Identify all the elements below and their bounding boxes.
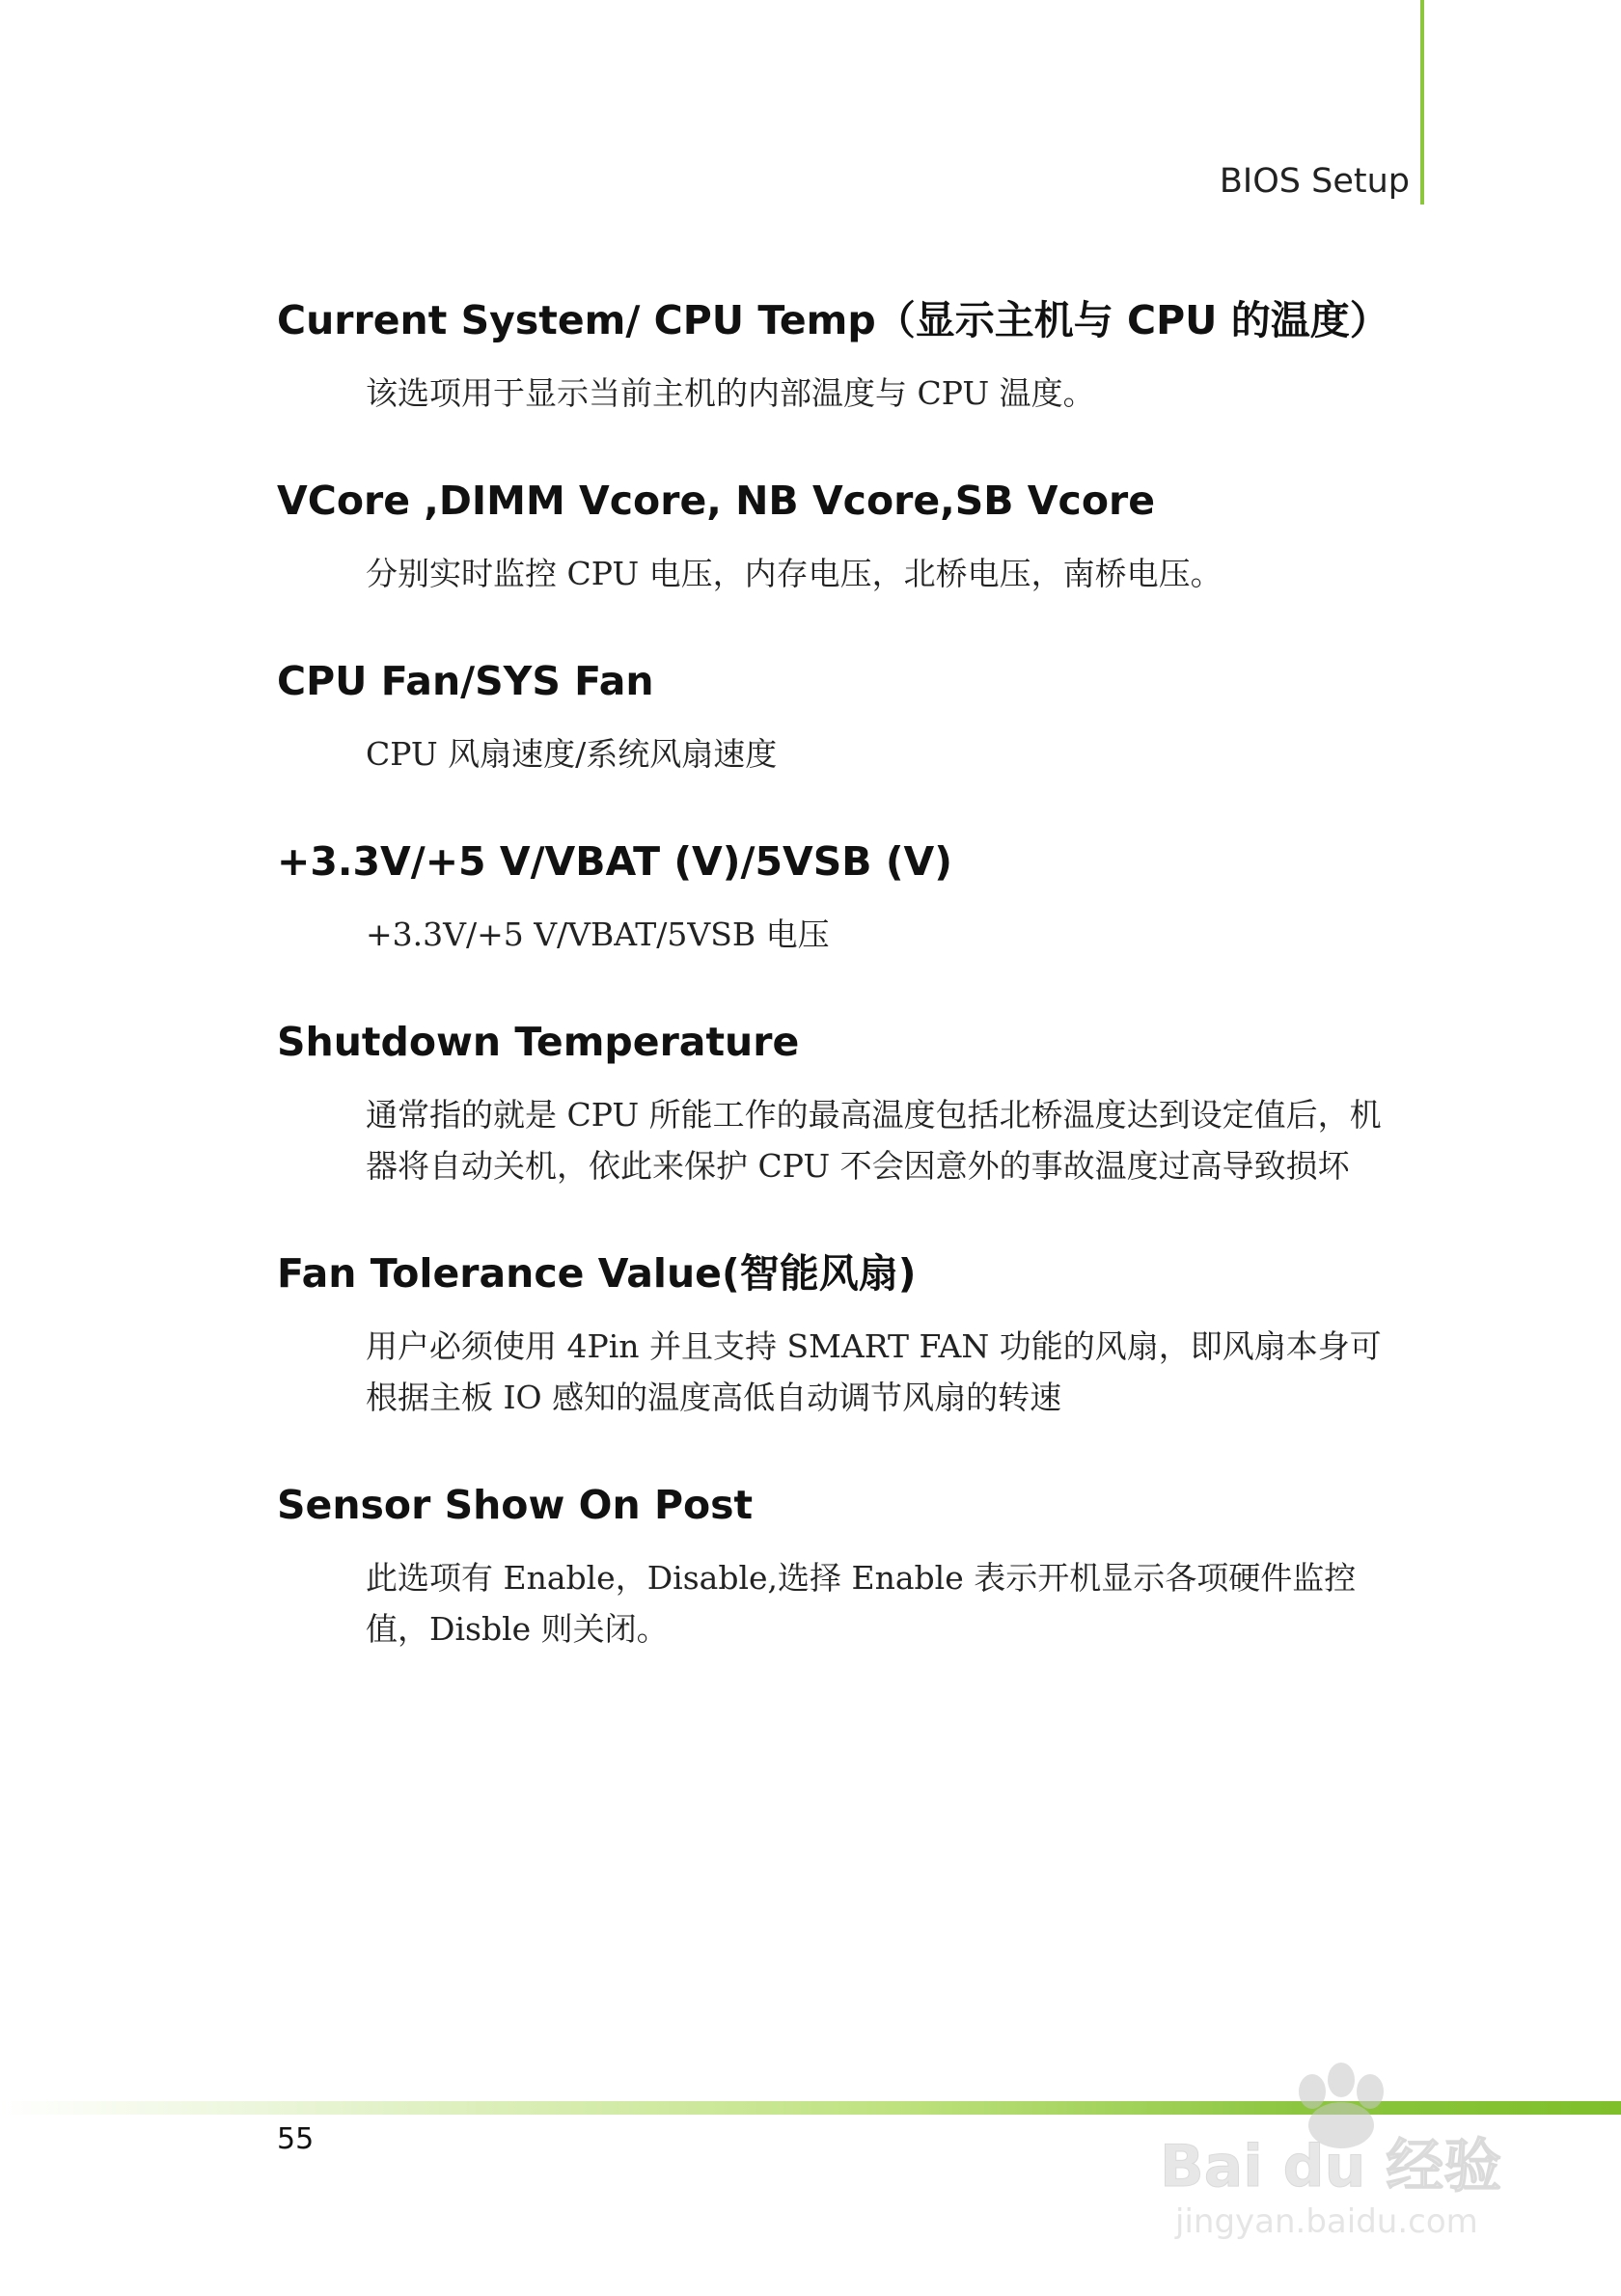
running-header: BIOS Setup: [1219, 162, 1410, 201]
section-title: Sensor Show On Post: [277, 1482, 754, 1528]
section-fan-tolerance-value: [277, 1247, 1387, 1423]
section-cpu-fan-sys-fan: [277, 655, 1387, 779]
section-body: 分别实时监控 CPU 电压，内存电压，北桥电压，南桥电压。: [366, 555, 1223, 592]
page-content: [277, 294, 1387, 1710]
watermark-url: jingyan.baidu.com: [1175, 2202, 1478, 2241]
section-body: 此选项有 Enable，Disable,选择 Enable 表示开机显示各项硬件监控值，Disble 则关闭。: [366, 1559, 1357, 1648]
header-accent-rule: [1420, 0, 1424, 205]
section-shutdown-temperature: [277, 1016, 1387, 1191]
section-title: VCore ,DIMM Vcore, NB Vcore,SB Vcore: [277, 478, 1156, 524]
section-current-system-cpu-temp: [277, 294, 1387, 419]
section-sensor-show-on-post: [277, 1479, 1387, 1654]
section-vcore: [277, 475, 1387, 599]
section-title: Fan Tolerance Value(智能风扇): [277, 1250, 917, 1297]
section-body: 用户必须使用 4Pin 并且支持 SMART FAN 功能的风扇，即风扇本身可根据主板 IO 感知的温度高低自动调节风扇的转速: [366, 1327, 1382, 1416]
section-title: CPU Fan/SYS Fan: [277, 658, 654, 704]
section-body: 该选项用于显示当前主机的内部温度与 CPU 温度。: [366, 374, 1095, 412]
section-title: Current System/ CPU Temp（显示主机与 CPU 的温度）: [277, 297, 1389, 343]
section-body: +3.3V/+5 V/VBAT/5VSB 电压: [366, 916, 830, 953]
section-voltages: [277, 835, 1387, 960]
section-title: +3.3V/+5 V/VBAT (V)/5VSB (V): [277, 838, 953, 885]
section-body: 通常指的就是 CPU 所能工作的最高温度包括北桥温度达到设定值后，机器将自动关机，依此来保护 CPU 不会因意外的事故温度过高导致损坏: [366, 1096, 1382, 1185]
section-title: Shutdown Temperature: [277, 1019, 800, 1065]
baidu-jingyan-watermark: [1148, 2053, 1534, 2246]
watermark-brand: Bai du 经验: [1160, 2133, 1502, 2200]
page-number: 55: [277, 2122, 315, 2156]
section-body: CPU 风扇速度/系统风扇速度: [366, 735, 778, 773]
